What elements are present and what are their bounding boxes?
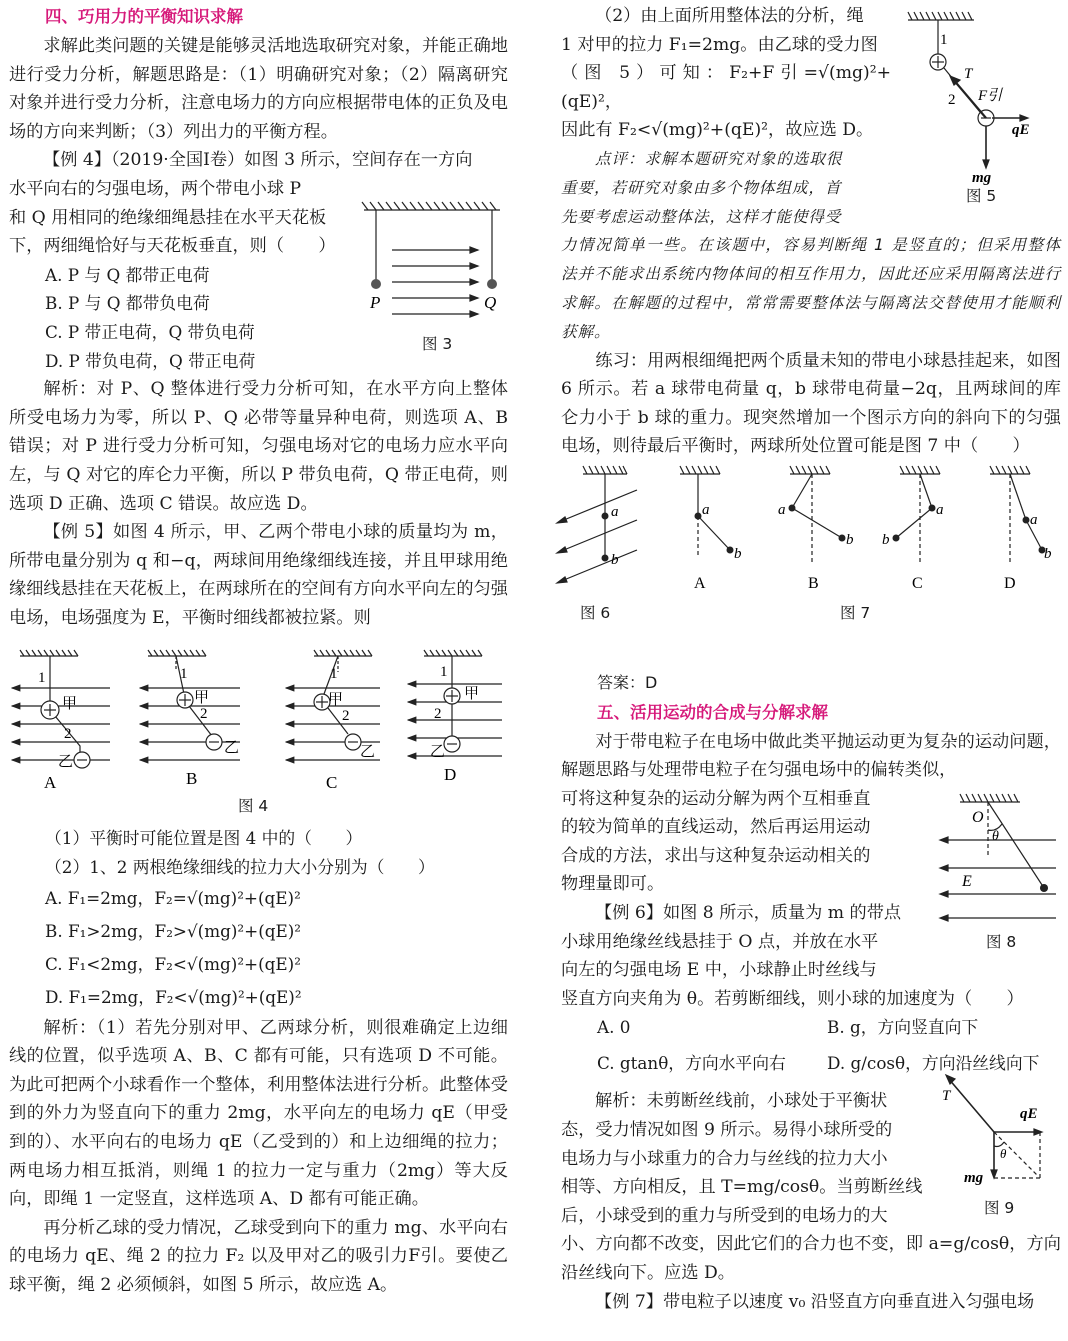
fig5-caption: 图 5 [966, 187, 997, 205]
ex6-analysis-line5: 后，小球受到的重力与所受到的电场力的大 [561, 1205, 888, 1226]
ex5-analysis3-line2: 1 对甲的拉力 F₁=2mg。由乙球的受力图 [561, 34, 878, 55]
fig4d-label-jia: 甲 [464, 684, 480, 702]
ex6-analysis-rest: 小、方向都不改变，因此它们的合力也不变，即 a=g/cosθ，方向沿丝线向下。应选 D。 [561, 1234, 1061, 1284]
fig9-label-t: T [942, 1088, 951, 1104]
ex4-stem-line2: 水平向右的匀强电场，两个带电小球 P [9, 178, 302, 199]
ex5-option-d: D. F₁=2mg，F₂<√(mg)²+(qE)² [45, 986, 302, 1007]
ex4-option-a: A. P 与 Q 都带正电荷 [45, 264, 210, 285]
ex5-comment-line3: 先要考虑运动整体法，这样才能使得受 [561, 207, 842, 226]
ex7-stem: 【例 7】带电粒子以速度 v₀ 沿竖直方向垂直进入匀强电场 [595, 1291, 1035, 1312]
ex5-comment-line1: 点评：求解本题研究对象的选取很 [595, 149, 843, 168]
ex4-option-b: B. P 与 Q 都带负电荷 [45, 293, 210, 314]
ex5-option-b: B. F₁>2mg，F₂>√(mg)²+(qE)² [45, 920, 302, 941]
fig4c-label-jia: 甲 [328, 690, 344, 708]
ex4-stem-line1: 【例 4】（2019·全国Ⅰ卷）如图 3 所示，空间存在一方向 [43, 150, 473, 171]
ex4-option-d: D. P 带负电荷，Q 带正电荷 [45, 350, 256, 371]
fig7a-label-b: b [734, 546, 742, 562]
fig4-letter-a: A [44, 773, 57, 792]
fig7-letter-a: A [694, 575, 706, 592]
label-q: Q [484, 293, 497, 312]
figure-8 [938, 786, 1063, 926]
fig7d-label-a: a [1030, 512, 1038, 528]
ex5-question1: （1）平衡时可能位置是图 4 中的（ ） [45, 828, 363, 849]
figure-9 [932, 1066, 1057, 1196]
section5-heading: 五、活用运动的合成与分解求解 [597, 702, 828, 722]
ex6-stem-line2: 小球用绝缘丝线悬挂于 O 点，并放在水平 [561, 931, 879, 952]
fig4-caption: 图 4 [238, 797, 269, 815]
fig7c-label-b: b [882, 532, 890, 548]
fig6-caption: 图 6 [580, 604, 611, 622]
fig7b-label-b: b [846, 532, 854, 548]
ex5-analysis2: 再分析乙球的受力情况，乙球受到向下的重力 mg、水平向右的电场力 qE、绳 2 的拉力 F₂ 以及甲对乙的吸引力F引。要使乙球平衡，绳 2 必须倾斜，如图 5 所示，故应选 A。 [9, 1217, 508, 1295]
fig4c-label-yi: 乙 [360, 742, 376, 760]
section5-intro-line4: 物理量即可。 [561, 874, 665, 895]
ex6-analysis-line4: 相等、方向相反，且 T=mg/cosθ。当剪断丝线 [561, 1177, 923, 1198]
fig8-caption: 图 8 [986, 933, 1017, 951]
fig4a-label-2: 2 [64, 726, 72, 742]
ex6-analysis-line3: 电场力与小球重力的合力与丝线的拉力大小 [561, 1148, 888, 1169]
ball-q [487, 279, 497, 289]
ex5-comment-line2: 重要，若研究对象由多个物体组成，首 [561, 178, 842, 197]
ex6-stem-line3: 向左的匀强电场 E 中，小球静止时丝线与 [561, 960, 877, 981]
ex5-comment-rest: 力情况简单一些。在该题中，容易判断绳 1 是竖直的；但采用整体法并不能求出系统内物体间的相互作用力，因此还应采用隔离法进行求解。在解题的过程中，常常需要整体法与隔离法交替使用才能顺利获解。 [561, 236, 1061, 341]
ex5-analysis1: 解析：（1）若先分别对甲、乙两球分析，则很难确定上边细线的位置，似乎选项 A、B、C 都有可能，只有选项 D 不可能。为此可把两个小球看作一个整体，利用整体法进行分析。此整体受到的外力为竖直向下的重力 2mg，水平向左的电场力 qE（甲受到的）、水平向右的电场力 qE（乙受到的）和上边细绳的拉力；两电场力相互抵消，则绳 1 的拉力一定与重力（2mg）等大反向，即绳 1 一定竖直，这样选项 A、D 都有可能正确。 [9, 1017, 508, 1210]
fig4a-label-yi: 乙 [58, 752, 74, 770]
fig9-label-qe: qE [1020, 1106, 1038, 1122]
fig5-label-qe: qE [1012, 122, 1030, 138]
fig3-caption: 图 3 [422, 335, 453, 353]
ex5-option-c: C. F₁<2mg，F₂<√(mg)²+(qE)² [45, 953, 301, 974]
ex6-option-d: D. g/cosθ，方向沿丝线向下 [827, 1053, 1040, 1074]
ex6-stem-line1: 【例 6】如图 8 所示，质量为 m 的带点 [595, 903, 902, 924]
ex6-analysis-line1: 解析：未剪断丝线前，小球处于平衡状 [595, 1091, 888, 1112]
section5-intro: 对于带电粒子在电场中做此类平抛运动更为复杂的运动问题，解题思路与处理带电粒子在匀强电场中的偏转类似， [561, 731, 1061, 781]
fig6-label-a: a [611, 504, 619, 520]
fig5-label-t: T [964, 66, 973, 82]
ex4-option-c: C. P 带正电荷，Q 带负电荷 [45, 321, 255, 342]
fig8-label-theta: θ [992, 829, 999, 844]
fig4d-label-yi: 乙 [430, 742, 446, 760]
ex4-analysis: 解析：对 P、Q 整体进行受力分析可知，在水平方向上整体所受电场力为零，所以 P、Q 必带等量异种电荷，则选项 A、B 错误；对 P 进行受力分析可知，匀强电场对它的电场力应水平向左，与 Q 对它的库仑力平衡，所以 P 带负电荷，Q 带正电荷，则选项 D 正确、选项 C 错误。故应选 D。 [9, 379, 508, 514]
practice-text: 练习：用两根细绳把两个质量未知的带电小球悬挂起来，如图 6 所示。若 a 球带电荷量 q，b 球带电荷量−2q，且两球间的库仑力小于 b 球的重力。现突然增加一个图示方向的斜向下的匀强电场，则待最后平衡时，两球所处位置可能是图 7 中（ ） [561, 350, 1061, 457]
figure-4 [8, 648, 508, 798]
section5-intro-line1: 可将这种复杂的运动分解为两个互相垂直 [561, 788, 871, 809]
ex6-option-a: A. 0 [597, 1017, 631, 1038]
fig9-label-theta: θ [1000, 1146, 1007, 1161]
fig9-caption: 图 9 [984, 1199, 1015, 1217]
ex5-question2: （2）1、2 两根绝缘细线的拉力大小分别为（ ） [45, 857, 435, 878]
fig7-letter-d: D [1004, 575, 1016, 592]
fig5-label-1: 1 [940, 32, 948, 48]
fig7a-label-a: a [702, 502, 710, 518]
fig5-label-mg: mg [972, 170, 992, 186]
fig4b-label-2: 2 [200, 706, 208, 722]
section4-heading: 四、巧用力的平衡知识求解 [45, 7, 243, 26]
ex6-options-row1 [561, 1013, 1061, 1049]
ball-p [371, 279, 381, 289]
section5-intro-line3: 合成的方法，求出与这种复杂运动相关的 [561, 845, 871, 866]
fig4c-label-1: 1 [330, 666, 338, 682]
fig4c-label-2: 2 [342, 708, 350, 724]
fig7-letter-b: B [808, 575, 819, 592]
figure-6 [555, 462, 650, 602]
ex4-stem-line4: 下，两细绳恰好与天花板垂直，则（ ） [9, 236, 336, 257]
fig6-label-b: b [611, 552, 619, 568]
ex4-stem-line3: 和 Q 用相同的绝缘细绳悬挂在水平天花板 [9, 207, 327, 228]
fig4b-label-jia: 甲 [194, 688, 210, 706]
fig4b-label-yi: 乙 [224, 738, 240, 756]
fig4a-label-jia: 甲 [62, 694, 78, 712]
fig7d-label-b: b [1044, 546, 1052, 562]
fig7-caption: 图 7 [840, 604, 871, 622]
fig4d-label-1: 1 [440, 664, 448, 680]
ex5-stem: 【例 5】如图 4 所示，甲、乙两个带电小球的质量均为 m，所带电量分别为 q 和−q，两球间用绝缘细线连接，并且甲球用绝缘细线悬挂在天花板上，在两球所在的空间有方向水平向左的匀强电场，电场强度为 E，平衡时细线都被拉紧。则 [9, 522, 508, 628]
fig4b-label-1: 1 [180, 666, 188, 682]
fig8-label-e: E [962, 873, 972, 890]
label-p: P [370, 293, 381, 312]
fig4-letter-c: C [326, 773, 338, 792]
ex5-analysis3-line1: （2）由上面所用整体法的分析，绳 [595, 6, 864, 26]
fig8-label-o: O [972, 809, 984, 826]
fig4a-label-1: 1 [38, 670, 46, 686]
figure-7 [670, 462, 1065, 592]
ex6-option-b: B. g，方向竖直向下 [827, 1017, 979, 1038]
ex5-analysis3-line4: 因此有 F₂<√(mg)²+(qE)²，故应选 D。 [561, 120, 874, 141]
ex6-option-c: C. gtanθ，方向水平向右 [597, 1053, 786, 1074]
fig7-letter-c: C [912, 575, 923, 592]
ex5-analysis3-line3: （图 5）可知：F₂+F引=√(mg)²+(qE)²， [561, 63, 891, 112]
section4-intro: 求解此类问题的关键是能够灵活地选取研究对象，并能正确地进行受力分析，解题思路是：（1）明确研究对象；（2）隔离研究对象并进行受力分析，注意电场力的方向应根据带电体的正负及电场的方向来判断；（3）列出力的平衡方程。 [9, 36, 508, 142]
practice-answer: 答案：D [597, 672, 658, 692]
fig7c-label-a: a [936, 502, 944, 518]
section5-intro-line2: 的较为简单的直线运动，然后再运用运动 [561, 817, 871, 838]
ex6-stem-rest: 竖直方向夹角为 θ。若剪断细线，则小球的加速度为（ ） [561, 988, 1024, 1009]
fig4-letter-b: B [186, 769, 198, 788]
ex6-analysis-line2: 态，受力情况如图 9 所示。易得小球所受的 [561, 1120, 893, 1141]
ex5-option-a: A. F₁=2mg，F₂=√(mg)²+(qE)² [45, 887, 301, 908]
fig4d-label-2: 2 [434, 706, 442, 722]
fig9-label-mg: mg [964, 1170, 984, 1186]
fig7b-label-a: a [778, 502, 786, 518]
figure-5 [904, 8, 1054, 198]
fig5-label-fyin: F引 [978, 88, 1003, 104]
fig5-label-2: 2 [948, 92, 956, 108]
fig4-letter-d: D [444, 765, 457, 784]
